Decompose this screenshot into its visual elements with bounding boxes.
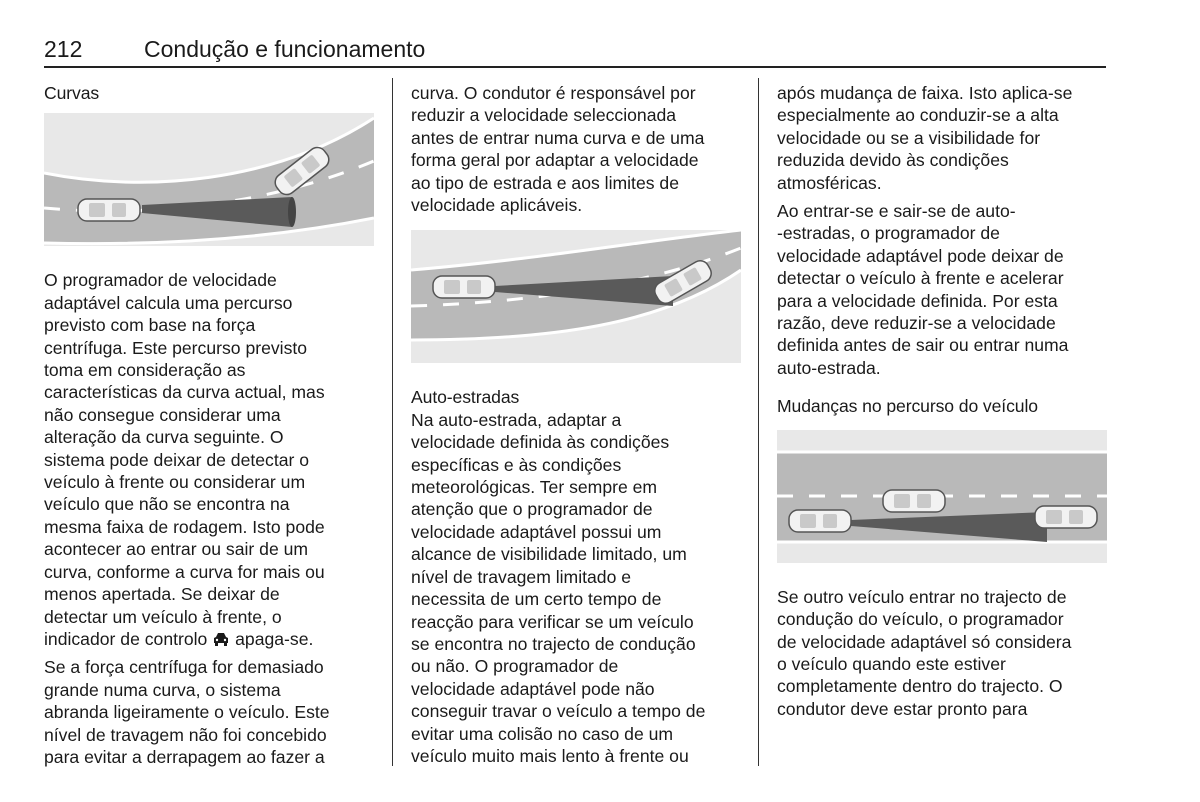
text-line: adaptável calcula uma percurso [44, 292, 293, 313]
text-line: ao tipo de estrada e aos limites de [411, 172, 679, 193]
section-heading-curvas: Curvas [44, 83, 100, 103]
text-line: Se a força centrífuga for demasiado [44, 657, 324, 678]
text-line: nível de travagem limitado e [411, 566, 632, 587]
text-line: velocidade ou se a visibilidade for [777, 127, 1041, 148]
paragraph-2 [411, 409, 743, 768]
column-divider-1 [392, 78, 393, 766]
text-line: após mudança de faixa. Isto aplica-se [777, 83, 1073, 103]
text-fragment: indicador de controlo [44, 628, 208, 649]
text-line: velocidade adaptável possui um [411, 521, 662, 542]
text-line: conseguir travar o veículo a tempo de [411, 701, 706, 722]
text-line: necessita de um certo tempo de [411, 589, 662, 610]
text-line: grande numa curva, o sistema [44, 679, 281, 700]
text-line: menos apertada. Se deixar de [44, 584, 280, 605]
text-line: curva, conforme a curva for mais ou [44, 561, 325, 582]
text-line: forma geral por adaptar a velocidade [411, 150, 699, 171]
text-line: específicas e às condições [411, 454, 622, 475]
text-line: mesma faixa de rodagem. Isto pode [44, 516, 325, 537]
text-line: veículo muito mais lento à frente ou [411, 745, 689, 766]
text-line: alteração da curva seguinte. O [44, 427, 284, 448]
text-line: meteorológicas. Ter sempre em [411, 477, 658, 498]
text-line: antes de entrar numa curva e de uma [411, 127, 705, 148]
column-divider-2 [758, 78, 759, 766]
car-own [789, 510, 851, 532]
text-line: veículo que não se encontra na [44, 494, 290, 515]
text-line: para a velocidade definida. Por esta [777, 290, 1058, 311]
text-line: definida antes de sair ou entrar numa [777, 335, 1069, 356]
text-line: detectar o veículo à frente e acelerar [777, 268, 1064, 289]
paragraph-continuation [411, 82, 743, 216]
car-own [433, 276, 495, 298]
text-line: condutor deve estar pronto para [777, 698, 1028, 719]
text-line: velocidade aplicáveis. [411, 195, 583, 216]
column-2 [411, 82, 743, 767]
paragraph-continuation [777, 82, 1109, 194]
text-line: -estradas, o programador de [777, 223, 1000, 244]
page-header [44, 36, 1106, 66]
text-line: completamente dentro do trajecto. O [777, 676, 1063, 697]
text-line: detectar um veículo à frente, o [44, 606, 282, 627]
paragraph-1 [44, 269, 374, 650]
car-own [78, 199, 140, 221]
paragraph-3 [777, 586, 1109, 720]
text-line: Se outro veículo entrar no trajecto de [777, 586, 1067, 607]
text-line: alcance de visibilidade limitado, um [411, 544, 687, 565]
text-line: curva. O condutor é responsável por [411, 83, 696, 103]
text-line: velocidade adaptável pode não [411, 678, 655, 699]
chapter-title: Condução e funcionamento [144, 36, 426, 62]
text-line: se encontra no trajecto de condução [411, 633, 696, 654]
text-line: atmosféricas. [777, 172, 882, 193]
text-line: o veículo quando este estiver [777, 653, 1006, 674]
text-line: nível de travagem não foi concebido [44, 724, 327, 745]
curve-illustration [44, 113, 374, 246]
text-line: velocidade adaptável pode deixar de [777, 245, 1064, 266]
curve-exit-illustration [411, 230, 741, 363]
text-line: características da curva actual, mas [44, 382, 325, 403]
text-line: razão, deve reduzir-se a velocidade [777, 313, 1056, 334]
column-3 [777, 82, 1109, 720]
paragraph-2 [44, 656, 374, 768]
section-heading-mudancas: Mudanças no percurso do veículo [777, 396, 1038, 417]
lane-change-illustration [777, 430, 1107, 563]
vehicle-ahead-indicator-icon [212, 631, 230, 647]
text-line: Ao entrar-se e sair-se de auto- [777, 201, 1016, 222]
text-line: previsto com base na força [44, 315, 256, 336]
text-line: velocidade definida às condições [411, 432, 670, 453]
text-line: centrífuga. Este percurso previsto [44, 337, 308, 358]
text-line: evitar uma colisão no caso de um [411, 723, 674, 744]
text-line: reacção para verificar se um veículo [411, 611, 694, 632]
text-line: sistema pode deixar de detectar o [44, 449, 310, 470]
text-line: de velocidade adaptável só considera [777, 631, 1072, 652]
text-line: reduzir a velocidade seleccionada [411, 105, 677, 126]
text-line: abranda ligeiramente o veículo. Este [44, 702, 330, 723]
page-number: 212 [44, 36, 83, 62]
text-line: veículo à frente ou considerar um [44, 472, 306, 493]
text-fragment: apaga-se. [235, 628, 314, 649]
text-line: ou não. O programador de [411, 656, 619, 677]
text-line: não consegue considerar uma [44, 404, 281, 425]
text-line: especialmente ao conduzir-se a alta [777, 105, 1059, 126]
car-changing-lane [883, 490, 945, 512]
text-line: auto-estrada. [777, 357, 881, 378]
header-rule [44, 66, 1106, 68]
text-line: condução do veículo, o programador [777, 609, 1064, 630]
section-heading-auto-estradas: Auto-estradas [411, 387, 520, 408]
text-line: Na auto-estrada, adaptar a [411, 409, 622, 430]
text-line [44, 628, 374, 650]
text-line: para evitar a derrapagem ao fazer a [44, 746, 325, 767]
column-1 [44, 82, 374, 768]
car-ahead [1035, 506, 1097, 528]
paragraph-2 [777, 200, 1109, 379]
text-line: reduzida devido às condições [777, 150, 1009, 171]
text-line: acontecer ao entrar ou sair de um [44, 539, 309, 560]
text-line: O programador de velocidade [44, 270, 277, 291]
text-line: atenção que o programador de [411, 499, 653, 520]
text-line: toma em consideração as [44, 360, 246, 381]
